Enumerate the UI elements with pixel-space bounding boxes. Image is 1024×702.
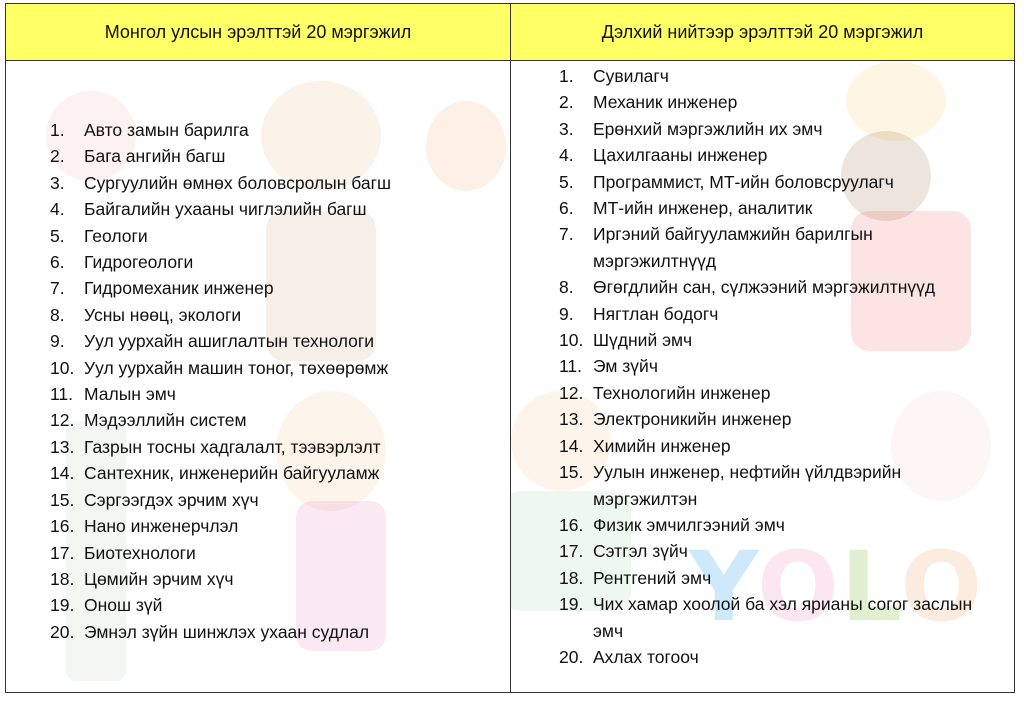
world-column (511, 61, 1014, 692)
list-item (50, 249, 391, 275)
item-number: 18. (50, 568, 75, 589)
list-item (50, 328, 391, 354)
item-number: 20. (50, 621, 75, 642)
item-text: Эм зүйч (593, 356, 658, 377)
item-number: 20. (559, 646, 584, 667)
item-text: Рентгений эмч (593, 567, 712, 588)
item-number: 12. (50, 410, 75, 431)
item-text: Гидрогеологи (84, 252, 194, 273)
item-text: Сургуулийн өмнөх боловсролын багш (84, 172, 392, 193)
item-number: 14. (559, 435, 584, 456)
list-item (559, 63, 993, 89)
item-text: Геологи (84, 225, 148, 246)
list-item (559, 353, 993, 379)
item-text: Уулын инженер, нефтийн үйлдвэрийн мэргэжилтэн (593, 462, 902, 509)
item-number: 8. (50, 304, 65, 325)
item-text: Чих хамар хоолой ба хэл ярианы согог заслын эмч (593, 594, 973, 641)
watermark-letter: L (840, 531, 901, 643)
item-text: Сэргээгдэх эрчим хүч (84, 489, 259, 510)
item-number: 13. (559, 409, 584, 430)
professions-table (5, 3, 1015, 693)
list-item (559, 221, 993, 274)
list-item (559, 116, 993, 142)
world-professions-list (559, 63, 993, 670)
item-number: 13. (50, 436, 75, 457)
list-item (559, 406, 993, 432)
item-number: 6. (50, 252, 65, 273)
list-item (50, 275, 391, 301)
item-number: 19. (50, 595, 75, 616)
item-number: 7. (559, 224, 574, 245)
item-text: Усны нөөц, экологи (84, 304, 242, 325)
item-text: Электроникийн инженер (593, 409, 792, 430)
item-text: Химийн инженер (593, 435, 731, 456)
list-item (50, 355, 391, 381)
item-text: Газрын тосны хадгалалт, тээвэрлэлт (84, 436, 381, 457)
item-text: Нягтлан бодогч (593, 303, 719, 324)
item-text: Өгөгдлийн сан, сүлжээний мэргэжилтнүүд (593, 277, 936, 298)
item-number: 11. (559, 356, 583, 377)
list-item (50, 223, 391, 249)
item-number: 15. (50, 489, 75, 510)
watermark-letter: O (757, 531, 841, 643)
item-text: Нано инженерчлэл (84, 516, 239, 537)
list-item (50, 540, 391, 566)
item-number: 5. (50, 225, 65, 246)
item-text: Иргэний байгууламжийн барилгын мэргэжилтнүүд (593, 224, 873, 271)
list-item (50, 381, 391, 407)
list-item (50, 513, 391, 539)
item-text: Механик инженер (593, 92, 738, 113)
item-number: 11. (50, 384, 74, 405)
item-number: 7. (50, 278, 65, 299)
item-number: 14. (50, 463, 75, 484)
item-number: 10. (559, 330, 584, 351)
list-item (559, 274, 993, 300)
list-item (559, 327, 993, 353)
item-text: Мэдээллийн систем (84, 410, 247, 431)
item-text: Сувилагч (593, 66, 669, 86)
header-world (511, 4, 1014, 61)
list-item (50, 302, 391, 328)
item-number: 12. (559, 382, 584, 403)
list-item (50, 434, 391, 460)
item-text: Бага ангийн багш (84, 146, 226, 167)
item-text: Уул уурхайн машин тоног, төхөөрөмж (84, 357, 389, 378)
header-mongolia (6, 4, 511, 61)
item-text: Эмнэл зүйн шинжлэх ухаан судлал (84, 621, 370, 642)
list-item (50, 196, 391, 222)
item-number: 1. (559, 66, 574, 86)
mongolia-professions-list (50, 117, 391, 645)
item-number: 3. (559, 118, 574, 139)
list-item (559, 169, 993, 195)
item-number: 10. (50, 357, 75, 378)
list-item (559, 512, 993, 538)
item-number: 16. (559, 514, 584, 535)
item-number: 18. (559, 567, 584, 588)
item-number: 3. (50, 172, 65, 193)
item-number: 2. (559, 92, 574, 113)
item-text: Технологийн инженер (593, 382, 771, 403)
item-number: 15. (559, 462, 584, 483)
item-text: Шүдний эмч (593, 330, 693, 351)
item-text: Цахилгааны инженер (593, 145, 768, 166)
item-number: 4. (50, 199, 65, 220)
item-number: 1. (50, 120, 65, 140)
item-number: 17. (50, 542, 75, 563)
mongolia-column (6, 61, 511, 692)
item-number: 5. (559, 171, 574, 192)
list-item (50, 592, 391, 618)
item-text: Малын эмч (84, 384, 176, 405)
list-item (559, 591, 993, 644)
list-item (50, 460, 391, 486)
item-number: 4. (559, 145, 574, 166)
list-item (559, 538, 993, 564)
list-item (50, 143, 391, 169)
item-text: МТ-ийн инженер, аналитик (593, 198, 813, 219)
item-text: Программист, МТ-ийн боловсруулагч (593, 171, 894, 192)
list-item (50, 117, 391, 143)
item-number: 17. (559, 541, 584, 562)
item-number: 9. (559, 303, 574, 324)
list-item (50, 407, 391, 433)
item-text: Сантехник, инженерийн байгууламж (84, 463, 380, 484)
header-mongolia-title: Монгол улсын эрэлттэй 20 мэргэжил (104, 21, 412, 42)
item-number: 16. (50, 516, 75, 537)
list-item (50, 487, 391, 513)
item-text: Сэтгэл зүйч (593, 541, 688, 562)
item-text: Ерөнхий мэргэжлийн их эмч (593, 118, 823, 139)
item-number: 8. (559, 277, 574, 298)
list-item (559, 380, 993, 406)
list-item (559, 89, 993, 115)
list-item (559, 644, 993, 670)
item-number: 6. (559, 198, 574, 219)
header-world-title: Дэлхий нийтээр эрэлттэй 20 мэргэжил (601, 21, 924, 42)
list-item (50, 566, 391, 592)
item-text: Онош зүй (84, 595, 163, 616)
item-text: Байгалийн ухааны чиглэлийн багш (84, 199, 367, 220)
item-number: 9. (50, 331, 65, 352)
list-item (559, 459, 993, 512)
item-number: 19. (559, 594, 584, 615)
item-text: Цөмийн эрчим хүч (84, 568, 234, 589)
list-item (559, 195, 993, 221)
item-text: Физик эмчилгээний эмч (593, 514, 785, 535)
list-item (50, 619, 391, 645)
list-item (50, 170, 391, 196)
item-text: Авто замын барилга (84, 120, 249, 140)
watermark-letter: Y (689, 531, 758, 643)
list-item (559, 301, 993, 327)
item-text: Уул уурхайн ашиглалтын технологи (84, 331, 375, 352)
list-item (559, 433, 993, 459)
item-number: 2. (50, 146, 65, 167)
item-text: Биотехнологи (84, 542, 196, 563)
watermark-letter: O (900, 531, 985, 643)
item-text: Гидромеханик инженер (84, 278, 274, 299)
list-item (559, 565, 993, 591)
item-text: Ахлах тогооч (593, 646, 699, 667)
list-item (559, 142, 993, 168)
